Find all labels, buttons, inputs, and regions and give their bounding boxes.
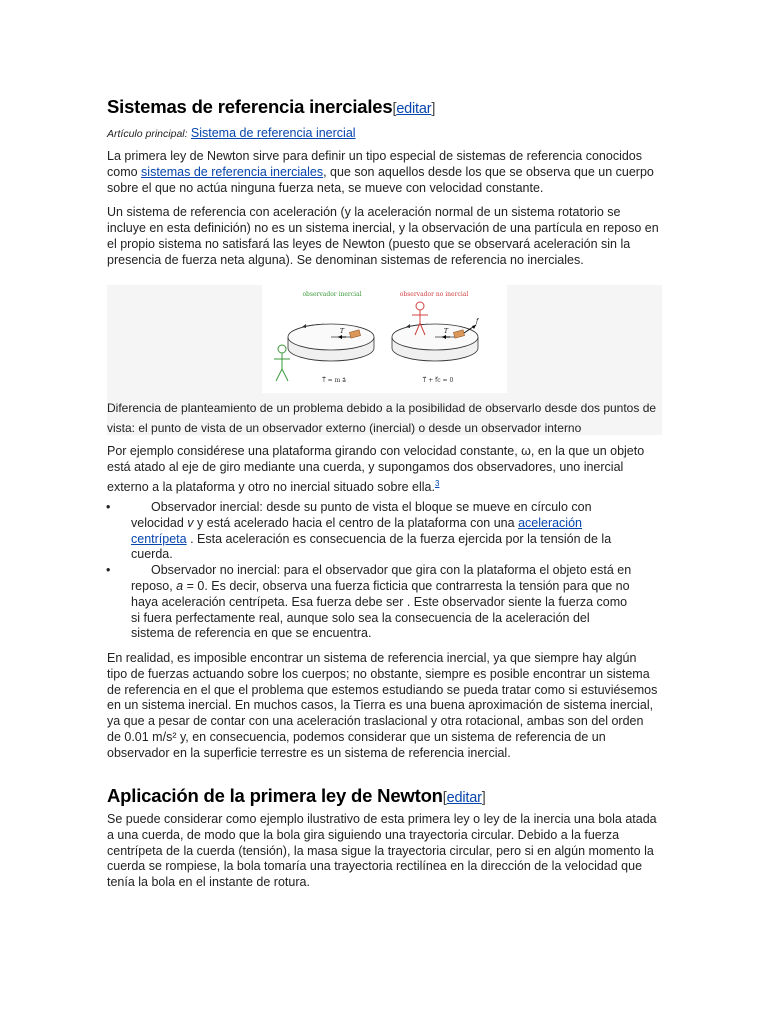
observer-list [107, 500, 635, 642]
edit-bracket-open: [ [442, 790, 447, 806]
paragraph: En realidad, es imposible encontrar un sistema de referencia inercial, ya que siempre hay algún tipo de fuerzas actuando sobre los cuerpos; no obstante, siempre es posible encontrar un sistema de referencia en el que el problema que estemos estudiando se pueda tratar como si estuviésemos en un sistema inercial. En muchos casos, la Tierra es una buena aproximación de sistema inercial, ya que a pesar de contar con una aceleración traslacional y otra rotacional, ambas son del orden de 0.01 m/s² y, en consecuencia, podemos considerar que un sistema de referencia de un observador en la superficie terrestre es un sistema de referencia inercial. [107, 651, 658, 760]
inertial-observer-figure [274, 345, 290, 381]
section-heading [107, 95, 662, 121]
paragraph: Un sistema de referencia con aceleración (y la aceleración normal de un sistema rotatorio se incluye en esta definición) no es un sistema inercial, y la observación de una partícula en reposo en el propio sistema no satisfará las leyes de Newton (puesto que se observará aceleración sin la presencia de fuerza neta alguna). Se denominan sistemas de referencia no inerciales. [107, 205, 659, 267]
tension-vector-label: T [340, 328, 345, 335]
main-article-note [107, 125, 662, 142]
figure-image [262, 285, 507, 393]
label-noninertial-observer: observador no inercial [399, 291, 469, 298]
paragraph [107, 444, 655, 496]
reference-link[interactable]: 3 [434, 478, 440, 488]
main-article-label: Artículo principal: [107, 128, 188, 140]
list-item [107, 563, 635, 642]
article-content [106, 95, 662, 890]
list-item-text: Observador inercial: desde su punto de vista el bloque se mueve en círculo con velocidad [131, 500, 592, 530]
figure-caption: Diferencia de planteamiento de un problema debido a la posibilidad de observarlo desde dos puntos de vista: el punto de vista de un observador externo (inercial) o desde un observador interno [107, 401, 657, 435]
label-inertial-observer: observador inercial [302, 291, 362, 298]
list-item [107, 500, 635, 563]
list-item-text: Observador no inercial: para el observador que gira con la plataforma el objeto está en reposo, [131, 563, 632, 593]
left-platform [288, 324, 374, 361]
edit-section-link [392, 101, 435, 117]
variable: a [176, 578, 184, 593]
paragraph: Se puede considerar como ejemplo ilustrativo de esta primera ley o ley de la inercia una bola atada a una cuerda, de modo que la bola gira siguiendo una trayectoria circular. Debido a la fuerza centrípeta de la cuerda (tensión), la masa sigue la trayectoria circular, pero si en algún momento la cuerda se rompiese, la bola tomaría una trayectoria rectilínea en la dirección de la velocidad que tenía la bola en el instante de rotura. [107, 812, 657, 890]
bullet-marker: • [106, 563, 111, 578]
equation-noninertial: T⃗ + f⃗c = 0 [422, 377, 454, 384]
heading-text: Sistemas de referencia inerciales [107, 96, 393, 117]
paragraph-text: La primera ley de Newton sirve para definir un tipo especial de sistemas de referencia conocidos como [107, 149, 643, 179]
list-item-text: . Esta aceleración es consecuencia de la fuerza ejercida por la tensión de la cuerda. [131, 531, 612, 562]
right-platform [392, 318, 480, 361]
figure [107, 285, 662, 435]
main-article-link[interactable]: Sistema de referencia inercial [190, 126, 356, 140]
heading-text: Aplicación de la primera ley de Newton [107, 785, 443, 806]
centrifugal-vector-label: f [476, 318, 479, 325]
edit-bracket-close: ] [431, 101, 436, 117]
paragraph [107, 149, 662, 196]
edit-link[interactable]: editar [446, 790, 482, 806]
edit-bracket-open: [ [392, 101, 397, 117]
edit-link[interactable]: editar [396, 101, 432, 117]
centripetal-acceleration-link[interactable]: aceleración centrípeta [131, 515, 582, 546]
equation-inertial: T⃗ = m a⃗ [322, 377, 346, 384]
bullet-marker: • [106, 500, 111, 514]
tension-vector-label: T [444, 328, 449, 335]
paragraph-text: , que son aquellos desde los que se observa que un cuerpo sobre el que no actúa ninguna fuerza neta, se mueve con velocidad constante. [107, 164, 654, 195]
inertial-frames-link[interactable]: sistemas de referencia inerciales [141, 164, 324, 179]
variable: v [187, 515, 194, 530]
paragraph-text: Por ejemplo considérese una plataforma girando con velocidad constante, ω, en la que un objeto está atado al eje de giro mediante una cuerda, y supongamos dos observadores, uno inercial externo a la plataforma y otro no inercial situado sobre ella. [107, 444, 645, 494]
list-item-text: y está acelerado hacia el centro de la plataforma con una [193, 515, 519, 530]
edit-section-link [443, 790, 486, 806]
section-heading [107, 784, 662, 810]
rotating-platform-diagram [262, 285, 507, 393]
edit-bracket-close: ] [481, 790, 486, 806]
list-item-text: = 0. Es decir, observa una fuerza ficticia que contrarresta la tensión para que no haya aceleración centrípeta. Esa fuerza debe ser . Este observador siente la fuerza como si fuera perfectamente real, aunque solo sea la consecuencia de la aceleración del sistema de referencia en que se encuentra. [131, 578, 630, 641]
